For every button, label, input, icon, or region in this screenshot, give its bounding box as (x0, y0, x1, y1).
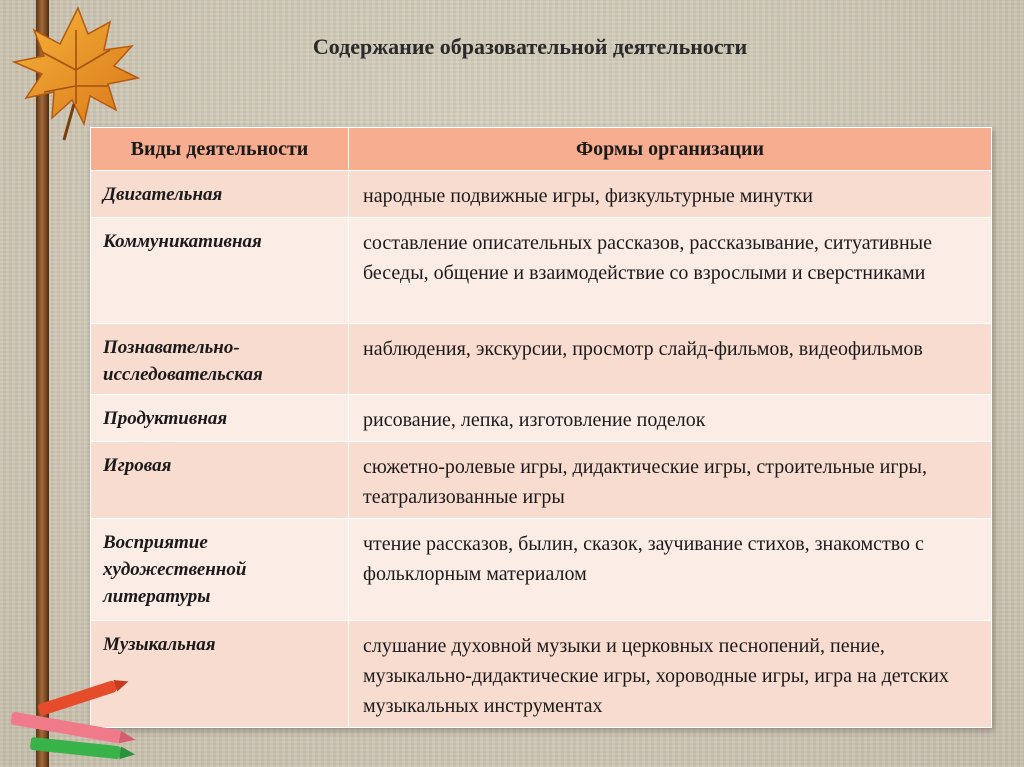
table-row (91, 621, 992, 728)
table-row (91, 395, 992, 442)
activity-forms: наблюдения, экскурсии, просмотр слайд-фильмов, видеофильмов (349, 324, 992, 395)
activity-forms: рисование, лепка, изготовление поделок (349, 395, 992, 442)
table-header-row (91, 128, 992, 171)
table-row (91, 171, 992, 218)
activity-kind: Двигательная (91, 171, 349, 218)
column-header-kinds: Виды деятельности (91, 128, 349, 171)
activity-forms: слушание духовной музыки и церковных песнопений, пение, музыкально-дидактические игры, хороводные игры, игра на детских музыкальных инструментах (349, 621, 992, 728)
activity-kind: Продуктивная (91, 395, 349, 442)
activities-table (90, 127, 992, 728)
column-header-forms: Формы организации (349, 128, 992, 171)
activity-forms: составление описательных рассказов, рассказывание, ситуативные беседы, общение и взаимодействие со взрослыми и сверстниками (349, 218, 992, 324)
page-title: Содержание образовательной деятельности (312, 34, 748, 59)
table-row (91, 519, 992, 621)
activity-kind: Музыкальная (91, 621, 349, 728)
activity-kind: Восприятие художественной литературы (91, 519, 349, 621)
table-row (91, 442, 992, 519)
activity-forms: чтение рассказов, былин, сказок, заучивание стихов, знакомство с фольклорным материалом (349, 519, 992, 621)
activity-kind: Игровая (91, 442, 349, 519)
table-row (91, 324, 992, 395)
activity-forms: народные подвижные игры, физкультурные минутки (349, 171, 992, 218)
table-row (91, 218, 992, 324)
activity-kind: Коммуникативная (91, 218, 349, 324)
crayons-icon (0, 680, 170, 767)
activity-kind: Познавательно-исследовательская (91, 324, 349, 395)
activity-forms: сюжетно-ролевые игры, дидактические игры, строительные игры, театрализованные игры (349, 442, 992, 519)
